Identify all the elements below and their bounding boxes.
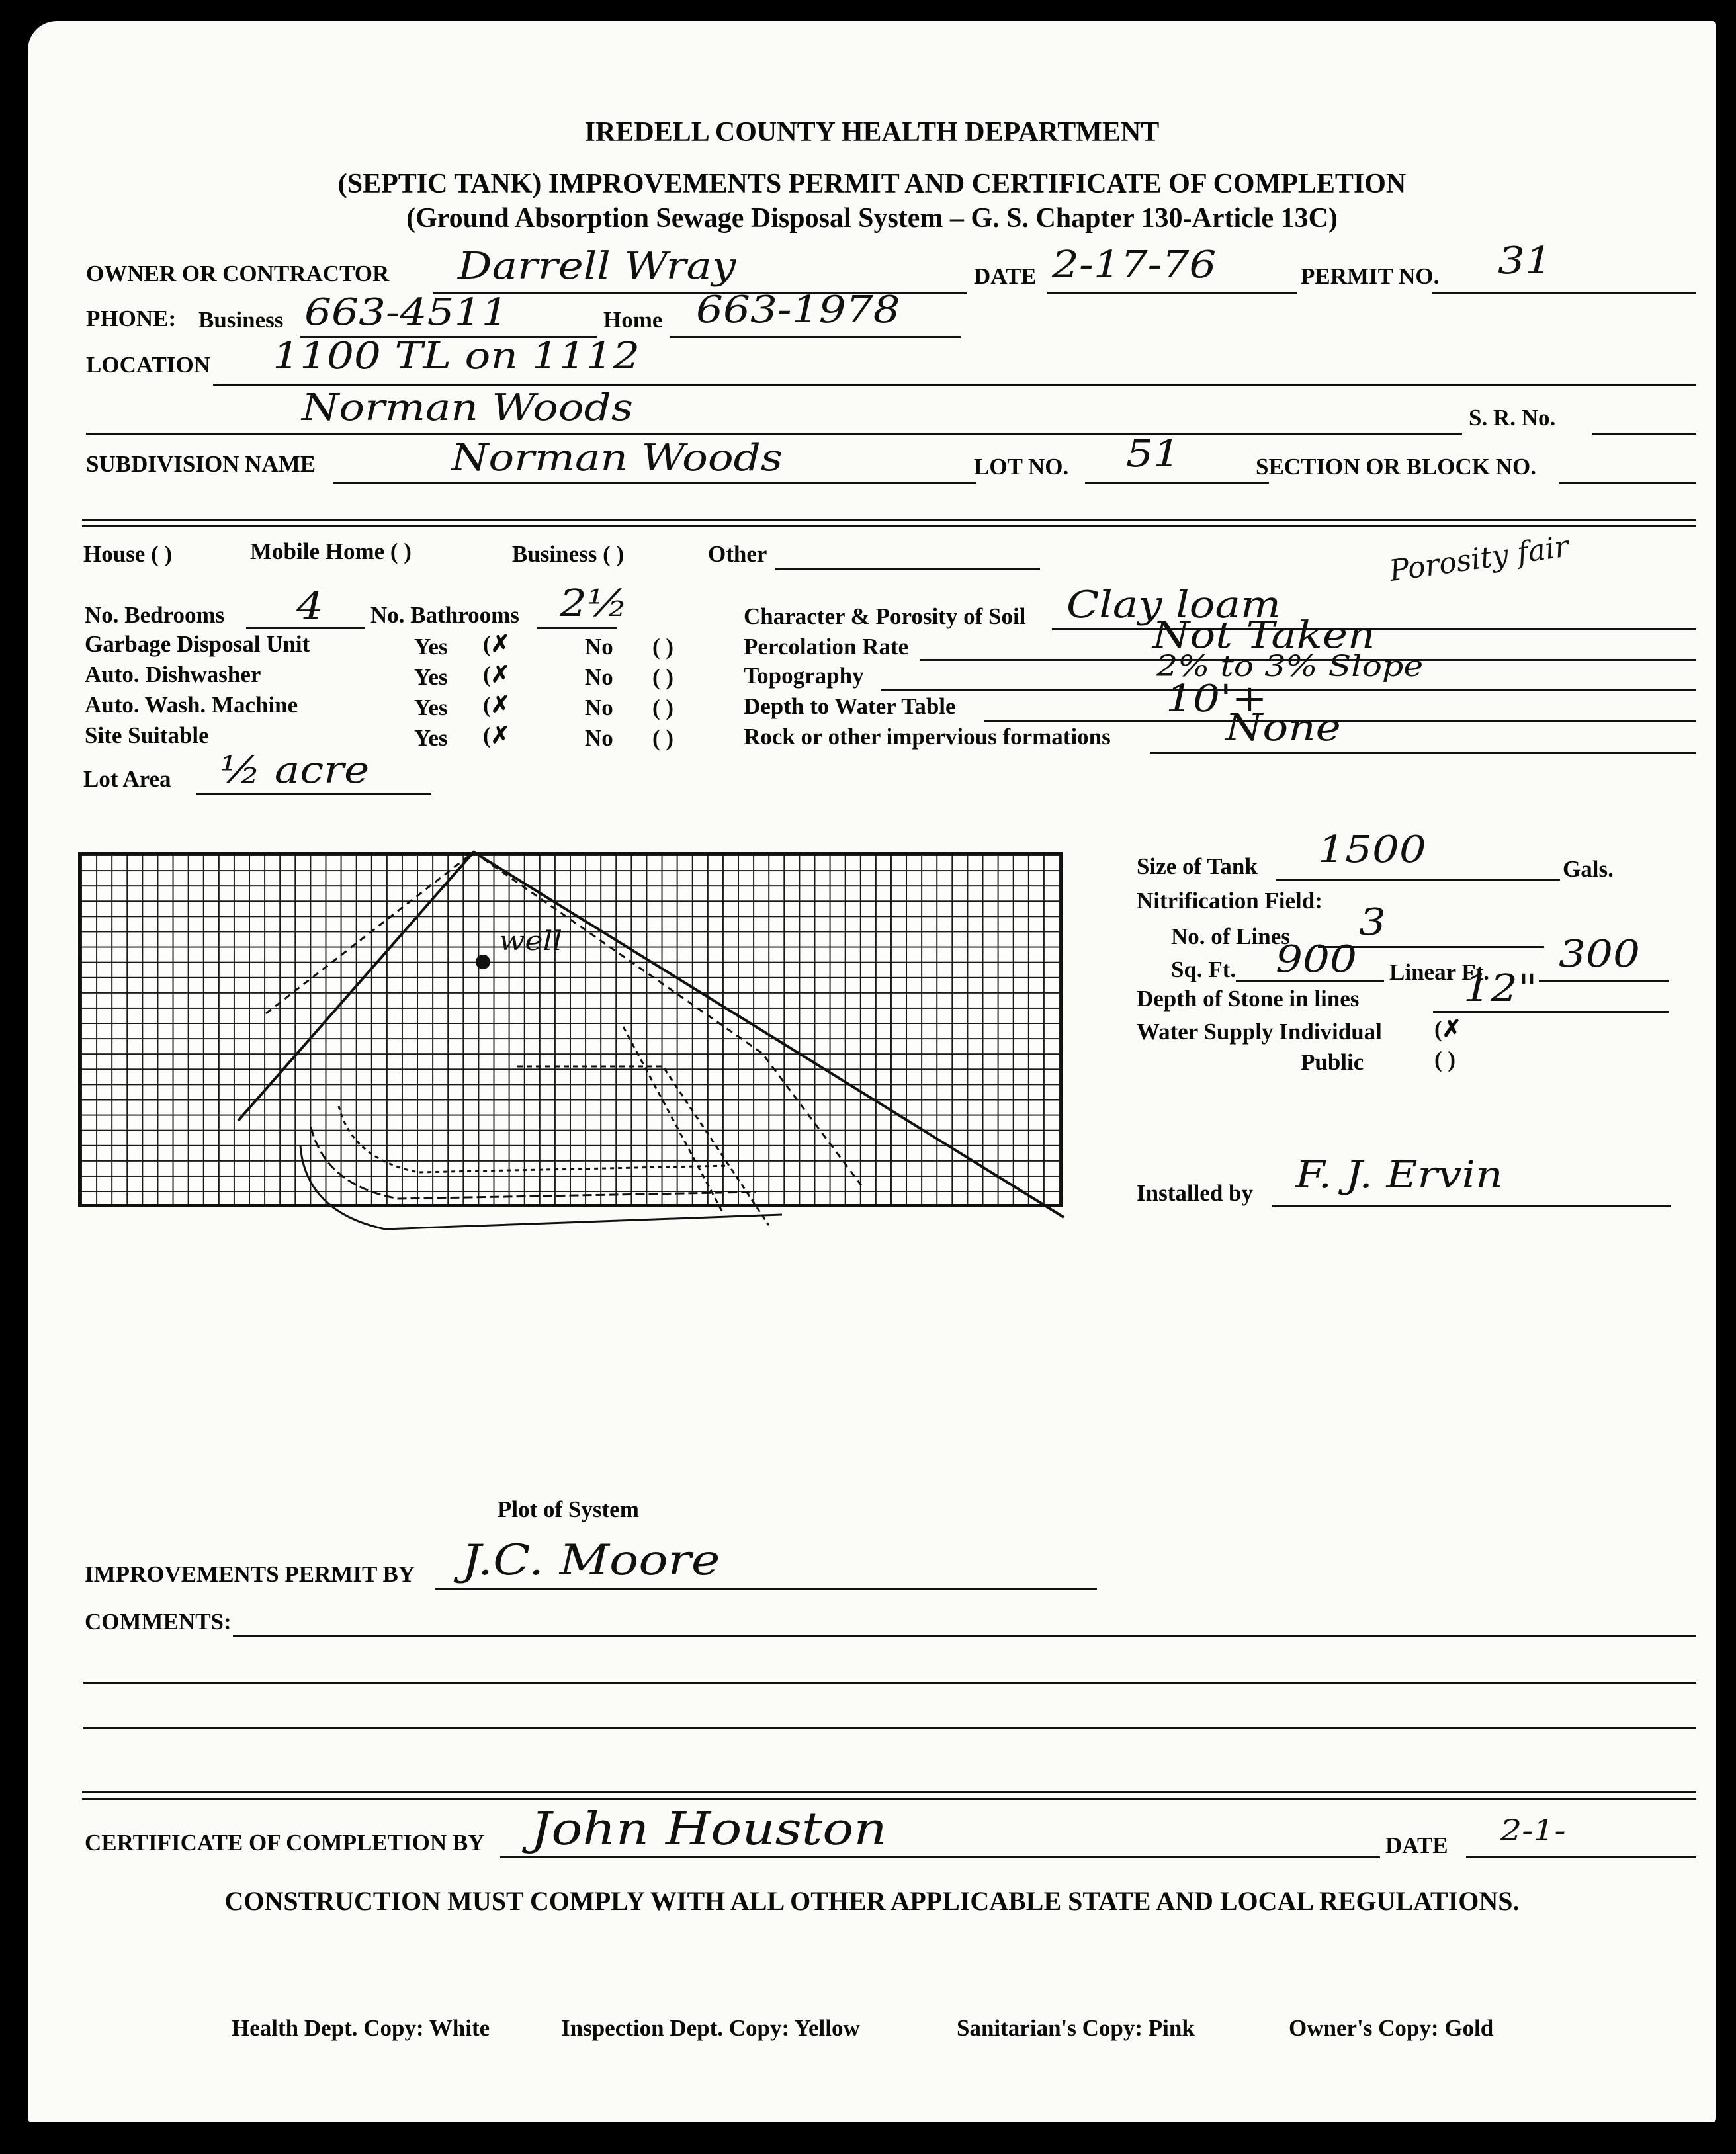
section-label: SECTION OR BLOCK NO. xyxy=(1256,454,1536,480)
dishwasher-check: (✗ xyxy=(483,662,510,687)
site-no-box: ( ) xyxy=(652,725,674,751)
wash-no-box: ( ) xyxy=(652,695,674,720)
certificate-date-label: DATE xyxy=(1385,1832,1448,1858)
gals-label: Gals. xyxy=(1563,856,1614,882)
topography-label: Topography xyxy=(744,663,864,689)
bedrooms-value: 4 xyxy=(296,585,324,628)
tank-size-value: 1500 xyxy=(1318,828,1426,871)
site-no: No xyxy=(585,725,613,751)
lines-label: No. of Lines xyxy=(1171,924,1290,949)
wash-no: No xyxy=(585,695,613,720)
certificate-line xyxy=(500,1856,1380,1858)
form-subtitle: (Ground Absorption Sewage Disposal System – G. S. Chapter 130-Article 13C) xyxy=(406,203,1338,234)
water-supply-label: Water Supply Individual xyxy=(1137,1019,1382,1045)
site-yes: Yes xyxy=(414,725,448,751)
comments-label: COMMENTS: xyxy=(85,1609,232,1635)
topography-value: 2% to 3% Slope xyxy=(1156,650,1424,683)
copy-health-dept: Health Dept. Copy: White xyxy=(232,2015,490,2041)
installed-by-value: F. J. Ervin xyxy=(1295,1154,1503,1197)
water-supply-individual: (✗ xyxy=(1434,1016,1461,1042)
permit-document xyxy=(28,21,1716,2122)
location-value: 1100 TL on 1112 xyxy=(273,335,640,378)
phone-label: PHONE: xyxy=(86,306,177,331)
improvements-permit-signature: J.C. Moore xyxy=(462,1536,720,1585)
mobile-home-option: Mobile Home ( ) xyxy=(250,538,412,564)
home-phone: 663-1978 xyxy=(696,288,900,331)
business-label: Business xyxy=(198,307,284,333)
bedrooms-label: No. Bedrooms xyxy=(85,602,225,628)
lot-area-label: Lot Area xyxy=(83,766,171,792)
improvements-permit-label: IMPROVEMENTS PERMIT BY xyxy=(85,1561,415,1587)
other-label: Other xyxy=(708,541,767,567)
house-outline xyxy=(266,852,861,1185)
stone-depth-line xyxy=(1433,1011,1669,1013)
garbage-no-box: ( ) xyxy=(652,634,674,660)
sr-label: S. R. No. xyxy=(1469,405,1556,431)
sqft-value: 900 xyxy=(1276,938,1357,981)
public-label: Public xyxy=(1301,1049,1364,1075)
well-marker xyxy=(477,956,489,968)
plot-caption: Plot of System xyxy=(498,1496,639,1522)
improvements-permit-line xyxy=(435,1588,1097,1590)
linear-ft-label: Linear Ft. xyxy=(1389,959,1490,985)
water-table-label: Depth to Water Table xyxy=(744,693,956,719)
dishwasher-label: Auto. Dishwasher xyxy=(85,662,261,687)
date-label: DATE xyxy=(974,263,1037,289)
field-line xyxy=(311,1127,756,1199)
certificate-label: CERTIFICATE OF COMPLETION BY xyxy=(85,1830,485,1856)
copy-sanitarian: Sanitarian's Copy: Pink xyxy=(957,2015,1195,2041)
tank-size-label: Size of Tank xyxy=(1137,853,1258,879)
dishwasher-yes: Yes xyxy=(414,664,448,690)
field-line xyxy=(339,1106,729,1172)
garbage-label: Garbage Disposal Unit xyxy=(85,631,310,657)
garbage-check: (✗ xyxy=(483,631,510,657)
wash-yes: Yes xyxy=(414,695,448,720)
comments-line xyxy=(233,1635,1696,1637)
public-box: ( ) xyxy=(1434,1047,1456,1072)
comments-line xyxy=(83,1682,1696,1684)
rock-label: Rock or other impervious formations xyxy=(744,724,1111,750)
nitrification-label: Nitrification Field: xyxy=(1137,888,1323,914)
home-label: Home xyxy=(603,307,663,333)
business-phone: 663-4511 xyxy=(304,291,509,334)
house-option: House ( ) xyxy=(83,541,173,567)
stone-depth-label: Depth of Stone in lines xyxy=(1137,986,1360,1012)
divider-rule xyxy=(82,1798,1696,1800)
tank-line xyxy=(517,1066,769,1225)
certificate-signature: John Houston xyxy=(531,1803,887,1856)
porosity-note: Porosity fair xyxy=(1387,529,1571,588)
department-heading: IREDELL COUNTY HEALTH DEPARTMENT xyxy=(584,117,1160,148)
location-label: LOCATION xyxy=(86,352,210,378)
stone-depth-value: 12" xyxy=(1463,967,1538,1010)
tank-line xyxy=(623,1027,722,1212)
soil-character-value: Clay loam xyxy=(1066,583,1281,626)
field-line xyxy=(300,1146,782,1229)
sqft-label: Sq. Ft. xyxy=(1171,957,1237,982)
divider-rule xyxy=(82,1791,1696,1793)
bathrooms-label: No. Bathrooms xyxy=(370,602,519,628)
copy-owner: Owner's Copy: Gold xyxy=(1289,2015,1494,2041)
copy-inspection-dept: Inspection Dept. Copy: Yellow xyxy=(561,2015,860,2041)
well-note: well xyxy=(499,926,563,957)
certificate-date-line xyxy=(1466,1856,1696,1858)
water-table-value: 10'+ xyxy=(1166,677,1268,720)
lot-value: 51 xyxy=(1126,433,1180,476)
owner-value: Darrell Wray xyxy=(458,245,736,288)
owner-label: OWNER OR CONTRACTOR xyxy=(86,261,390,286)
subdivision-value: Norman Woods xyxy=(451,437,783,480)
lot-label: LOT NO. xyxy=(974,454,1069,480)
installed-by-line xyxy=(1272,1205,1671,1207)
perc-rate-label: Percolation Rate xyxy=(744,634,909,660)
linear-ft-line xyxy=(1539,980,1669,982)
business-option: Business ( ) xyxy=(512,541,625,567)
wash-check: (✗ xyxy=(483,692,510,718)
lot-boundary xyxy=(238,852,1064,1217)
rock-value: None xyxy=(1225,707,1341,750)
certificate-date-value: 2-1- xyxy=(1500,1814,1566,1848)
soil-character-label: Character & Porosity of Soil xyxy=(744,603,1026,629)
regulations-notice: CONSTRUCTION MUST COMPLY WITH ALL OTHER APPLICABLE STATE AND LOCAL REGULATIONS. xyxy=(224,1886,1520,1916)
lines-value: 3 xyxy=(1359,901,1386,944)
dishwasher-no-box: ( ) xyxy=(652,664,674,690)
comments-line xyxy=(83,1727,1696,1729)
site-check: (✗ xyxy=(483,722,510,748)
date-value: 2-17-76 xyxy=(1052,243,1217,286)
lot-area-value: ½ acre xyxy=(220,749,370,792)
bathrooms-value: 2½ xyxy=(560,582,629,625)
garbage-no: No xyxy=(585,634,613,660)
perc-rate-value: Not Taken xyxy=(1152,614,1375,657)
location-value-2: Norman Woods xyxy=(302,386,633,429)
subdivision-label: SUBDIVISION NAME xyxy=(86,451,316,477)
wash-machine-label: Auto. Wash. Machine xyxy=(85,692,298,718)
tank-size-line xyxy=(1276,879,1560,881)
linear-ft-value: 300 xyxy=(1559,933,1640,976)
permit-value: 31 xyxy=(1498,239,1552,282)
installed-by-label: Installed by xyxy=(1137,1180,1254,1206)
form-title: (SEPTIC TANK) IMPROVEMENTS PERMIT AND CERTIFICATE OF COMPLETION xyxy=(337,169,1407,199)
dishwasher-no: No xyxy=(585,664,613,690)
permit-label: PERMIT NO. xyxy=(1301,263,1440,289)
garbage-yes: Yes xyxy=(414,634,448,660)
site-suitable-label: Site Suitable xyxy=(85,722,209,748)
